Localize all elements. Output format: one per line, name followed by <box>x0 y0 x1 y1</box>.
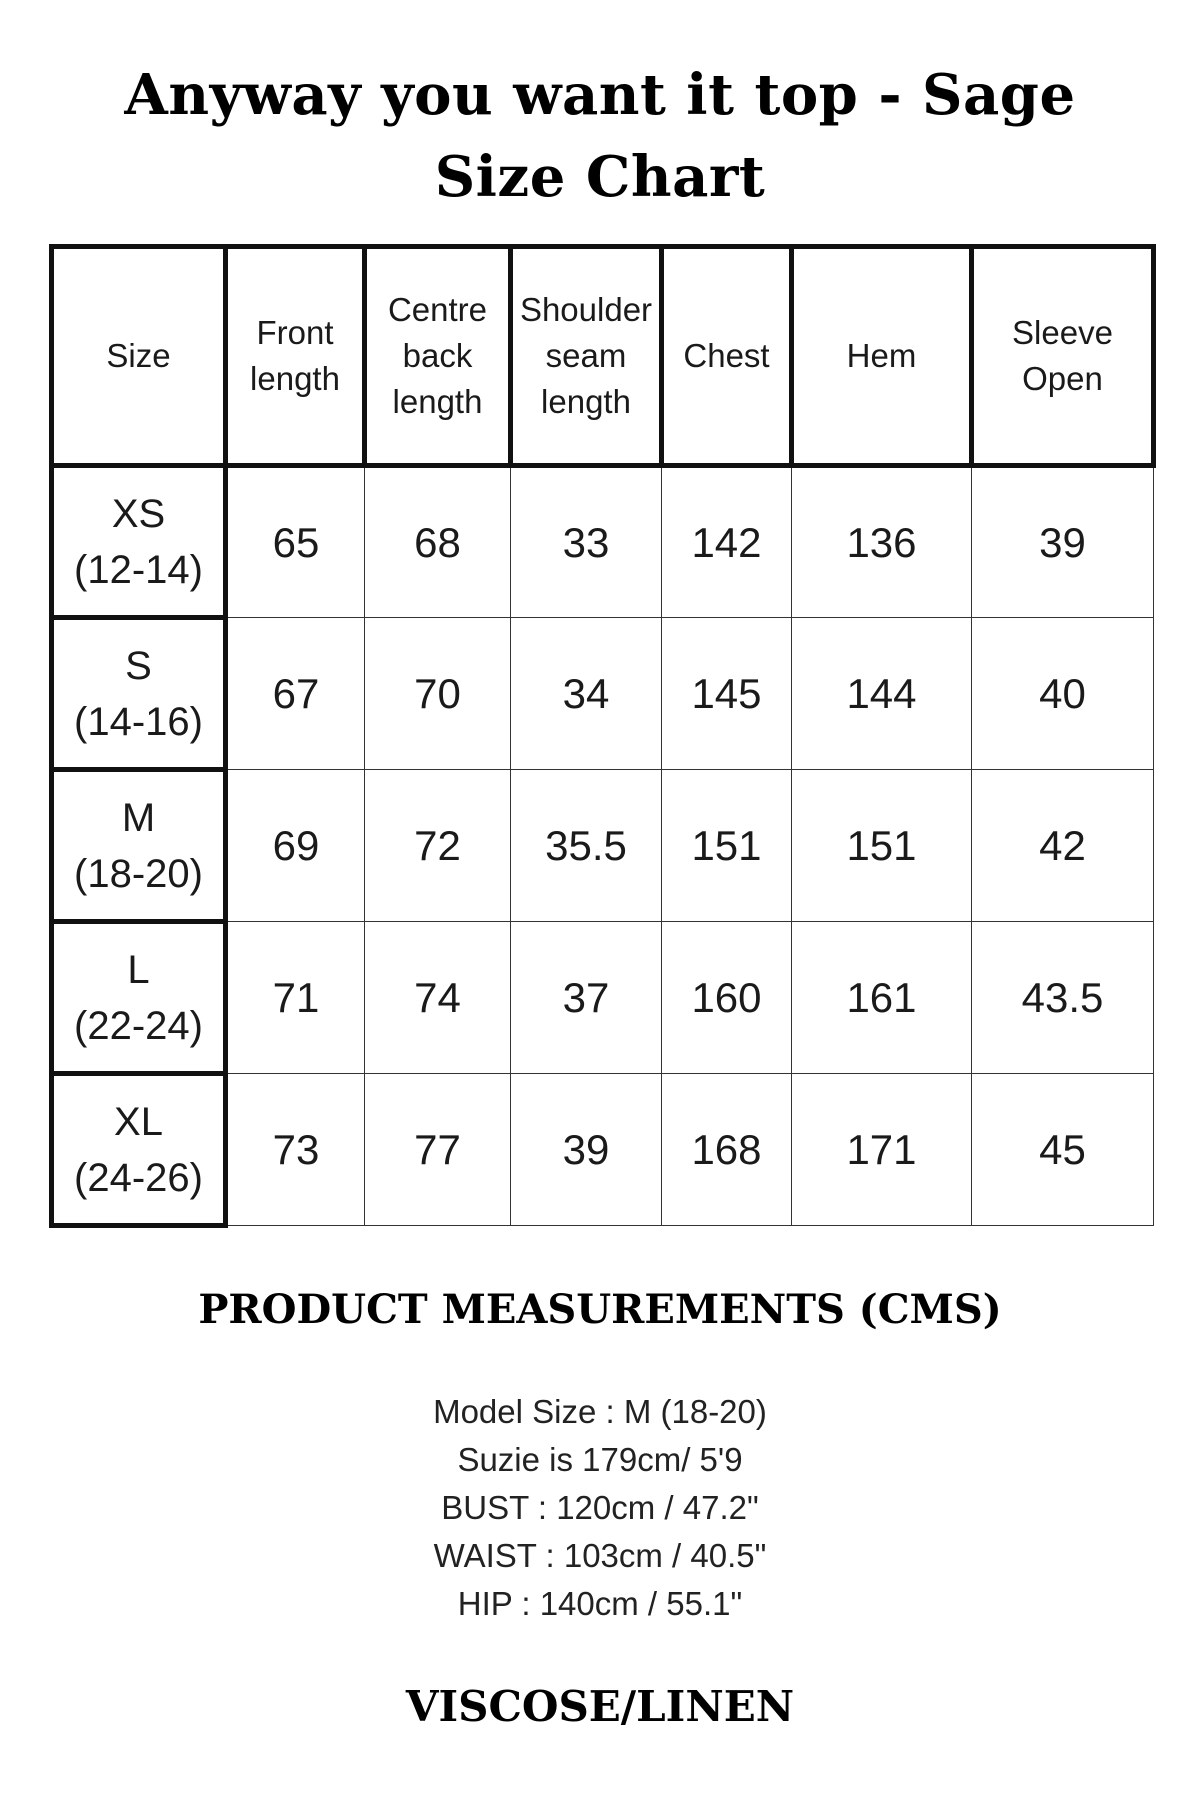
size-range: (22-24) <box>74 1003 203 1048</box>
measurements-heading: PRODUCT MEASUREMENTS (CMS) <box>198 1286 1002 1333</box>
front-length-cell: 67 <box>226 618 365 770</box>
size-cell <box>52 466 226 618</box>
model-info <box>0 1388 1200 1628</box>
size-code: L <box>127 947 150 992</box>
size-range: (12-14) <box>74 547 203 592</box>
size-cell <box>52 922 226 1074</box>
sleeve-open-cell: 42 <box>972 770 1154 922</box>
chest-cell: 168 <box>662 1074 792 1226</box>
sleeve-open-cell: 45 <box>972 1074 1154 1226</box>
size-chart-table <box>49 244 1156 1228</box>
model-hip-line: HIP : 140cm / 55.1" <box>457 1585 743 1622</box>
hem-cell: 151 <box>792 770 972 922</box>
chest-cell: 142 <box>662 466 792 618</box>
size-cell <box>52 1074 226 1226</box>
centre-back-length-cell: 68 <box>365 466 511 618</box>
shoulder-seam-length-cell: 35.5 <box>511 770 662 922</box>
header-front-length: Front length <box>226 247 365 466</box>
model-waist-line: WAIST : 103cm / 40.5" <box>433 1537 767 1574</box>
header-size: Size <box>52 247 226 466</box>
header-shoulder-seam-length: Shoulder seam length <box>511 247 662 466</box>
size-cell <box>52 618 226 770</box>
centre-back-length-cell: 70 <box>365 618 511 770</box>
front-length-cell: 73 <box>226 1074 365 1226</box>
table-row <box>52 1074 1154 1226</box>
table-row <box>52 922 1154 1074</box>
size-cell <box>52 770 226 922</box>
hem-cell: 144 <box>792 618 972 770</box>
header-hem: Hem <box>792 247 972 466</box>
hem-cell: 171 <box>792 1074 972 1226</box>
table-row <box>52 618 1154 770</box>
sleeve-open-cell: 40 <box>972 618 1154 770</box>
size-code: M <box>121 795 156 840</box>
size-code: XL <box>114 1099 163 1144</box>
header-centre-back-length: Centre back length <box>365 247 511 466</box>
size-code: S <box>125 643 152 688</box>
sleeve-open-cell: 43.5 <box>972 922 1154 1074</box>
centre-back-length-cell: 72 <box>365 770 511 922</box>
header-chest: Chest <box>662 247 792 466</box>
shoulder-seam-length-cell: 39 <box>511 1074 662 1226</box>
chest-cell: 145 <box>662 618 792 770</box>
shoulder-seam-length-cell: 33 <box>511 466 662 618</box>
fabric-composition: VISCOSE/LINEN <box>405 1682 795 1731</box>
sleeve-open-cell: 39 <box>972 466 1154 618</box>
size-range: (14-16) <box>74 699 203 744</box>
table-header-row <box>52 247 1154 466</box>
centre-back-length-cell: 77 <box>365 1074 511 1226</box>
shoulder-seam-length-cell: 34 <box>511 618 662 770</box>
front-length-cell: 71 <box>226 922 365 1074</box>
chest-cell: 160 <box>662 922 792 1074</box>
chest-cell: 151 <box>662 770 792 922</box>
size-range: (24-26) <box>74 1155 203 1200</box>
hem-cell: 136 <box>792 466 972 618</box>
table-row <box>52 466 1154 618</box>
table-row <box>52 770 1154 922</box>
model-size-line: Model Size : M (18-20) <box>433 1393 767 1430</box>
front-length-cell: 69 <box>226 770 365 922</box>
model-height-line: Suzie is 179cm/ 5'9 <box>457 1441 743 1478</box>
model-bust-line: BUST : 120cm / 47.2" <box>441 1489 759 1526</box>
front-length-cell: 65 <box>226 466 365 618</box>
header-sleeve-open: Sleeve Open <box>972 247 1154 466</box>
centre-back-length-cell: 74 <box>365 922 511 1074</box>
page-title: Anyway you want it top - Sage <box>124 62 1076 128</box>
size-range: (18-20) <box>74 851 203 896</box>
hem-cell: 161 <box>792 922 972 1074</box>
page-subtitle: Size Chart <box>434 144 766 210</box>
size-code: XS <box>111 491 166 536</box>
shoulder-seam-length-cell: 37 <box>511 922 662 1074</box>
